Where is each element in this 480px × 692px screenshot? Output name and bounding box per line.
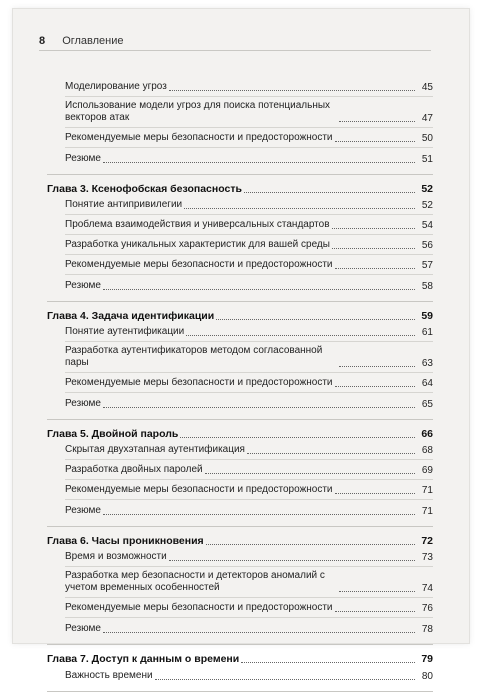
chapter-title: Глава 4. Задача идентификации bbox=[47, 310, 215, 322]
section-entry bbox=[65, 77, 433, 97]
section-page-number: 47 bbox=[421, 113, 433, 124]
dot-leader bbox=[186, 335, 415, 336]
chapter-title: Глава 5. Двойной пароль bbox=[47, 428, 179, 440]
toc-group bbox=[47, 420, 433, 527]
section-entry bbox=[65, 128, 433, 148]
dot-leader bbox=[339, 591, 415, 592]
section-title: Понятие аутентификации bbox=[65, 326, 185, 337]
section-entry bbox=[65, 373, 433, 393]
section-page-number: 71 bbox=[421, 506, 433, 517]
section-title: Скрытая двухэтапная аутентификация bbox=[65, 444, 245, 455]
toc-group bbox=[47, 302, 433, 420]
chapter-entry bbox=[47, 527, 433, 547]
dot-leader bbox=[332, 248, 415, 249]
section-entry bbox=[65, 460, 433, 480]
dot-leader bbox=[169, 560, 415, 561]
dot-leader bbox=[180, 437, 415, 438]
section-entry bbox=[65, 215, 433, 235]
section-page-number: 61 bbox=[421, 327, 433, 338]
section-title: Понятие антипривилегии bbox=[65, 199, 183, 210]
section-page-number: 78 bbox=[421, 624, 433, 635]
section-entry bbox=[65, 342, 433, 373]
dot-leader bbox=[155, 679, 415, 680]
section-entry bbox=[65, 255, 433, 275]
toc-group bbox=[47, 77, 433, 175]
chapter-entry bbox=[47, 420, 433, 440]
dot-leader bbox=[335, 141, 415, 142]
dot-leader bbox=[169, 90, 415, 91]
section-page-number: 76 bbox=[421, 603, 433, 614]
section-page-number: 73 bbox=[421, 552, 433, 563]
section-title: Рекомендуемые меры безопасности и предосторожности bbox=[65, 484, 333, 495]
section-title: Резюме bbox=[65, 623, 101, 634]
section-page-number: 57 bbox=[421, 260, 433, 271]
section-title: Рекомендуемые меры безопасности и предосторожности bbox=[65, 132, 333, 143]
section-entry bbox=[65, 393, 433, 413]
dot-leader bbox=[103, 632, 415, 633]
section-page-number: 74 bbox=[421, 583, 433, 594]
dot-leader bbox=[103, 289, 415, 290]
section-entry bbox=[65, 322, 433, 342]
chapter-page-number: 52 bbox=[421, 183, 433, 195]
section-entry bbox=[65, 547, 433, 567]
section-page-number: 64 bbox=[421, 378, 433, 389]
section-title: Разработка двойных паролей bbox=[65, 464, 203, 475]
toc-group bbox=[47, 645, 433, 692]
section-entry bbox=[65, 440, 433, 460]
section-title: Разработка аутентификаторов методом согласованной пары bbox=[65, 345, 323, 368]
running-title: Оглавление bbox=[62, 35, 124, 47]
section-entry bbox=[65, 97, 433, 128]
section-entry bbox=[65, 665, 433, 685]
section-title: Резюме bbox=[65, 153, 101, 164]
dot-leader bbox=[103, 514, 415, 515]
chapter-entry bbox=[47, 645, 433, 665]
dot-leader bbox=[339, 121, 415, 122]
section-page-number: 50 bbox=[421, 133, 433, 144]
page-number: 8 bbox=[39, 35, 46, 47]
dot-leader bbox=[332, 228, 415, 229]
section-entry bbox=[65, 195, 433, 215]
dot-leader bbox=[339, 366, 415, 367]
section-entry bbox=[65, 480, 433, 500]
section-entry bbox=[65, 275, 433, 295]
page-header bbox=[39, 35, 431, 51]
section-entry bbox=[65, 500, 433, 520]
section-entry bbox=[65, 567, 433, 598]
section-page-number: 56 bbox=[421, 240, 433, 251]
dot-leader bbox=[206, 544, 415, 545]
dot-leader bbox=[103, 162, 415, 163]
section-entry bbox=[65, 618, 433, 638]
section-title: Важность времени bbox=[65, 670, 153, 681]
dot-leader bbox=[335, 268, 415, 269]
chapter-page-number: 66 bbox=[421, 428, 433, 440]
dot-leader bbox=[244, 192, 415, 193]
section-title: Проблема взаимодействия и универсальных стандартов bbox=[65, 219, 330, 230]
section-page-number: 45 bbox=[421, 82, 433, 93]
chapter-entry bbox=[47, 175, 433, 195]
dot-leader bbox=[216, 319, 415, 320]
section-title: Разработка уникальных характеристик для вашей среды bbox=[65, 239, 330, 250]
dot-leader bbox=[184, 208, 415, 209]
toc-group bbox=[47, 175, 433, 302]
section-page-number: 51 bbox=[421, 154, 433, 165]
section-page-number: 52 bbox=[421, 200, 433, 211]
section-title: Использование модели угроз для поиска потенциальных векторов атак bbox=[65, 100, 331, 123]
chapter-page-number: 72 bbox=[421, 535, 433, 547]
dot-leader bbox=[241, 662, 415, 663]
dot-leader bbox=[103, 407, 415, 408]
section-title: Рекомендуемые меры безопасности и предосторожности bbox=[65, 377, 333, 388]
dot-leader bbox=[247, 453, 415, 454]
chapter-title: Глава 7. Доступ к данным о времени bbox=[47, 653, 240, 665]
dot-leader bbox=[205, 473, 415, 474]
chapter-entry bbox=[47, 302, 433, 322]
section-page-number: 65 bbox=[421, 399, 433, 410]
section-title: Резюме bbox=[65, 398, 101, 409]
section-title: Резюме bbox=[65, 280, 101, 291]
section-page-number: 80 bbox=[421, 671, 433, 682]
section-title: Моделирование угроз bbox=[65, 81, 167, 92]
book-page bbox=[12, 8, 470, 682]
section-page-number: 63 bbox=[421, 358, 433, 369]
chapter-page-number: 59 bbox=[421, 310, 433, 322]
section-page-number: 71 bbox=[421, 485, 433, 496]
dot-leader bbox=[335, 493, 415, 494]
section-title: Резюме bbox=[65, 505, 101, 516]
table-of-contents bbox=[47, 77, 433, 692]
section-entry bbox=[65, 235, 433, 255]
section-entry bbox=[65, 148, 433, 168]
section-page-number: 68 bbox=[421, 445, 433, 456]
section-entry bbox=[65, 598, 433, 618]
dot-leader bbox=[335, 386, 415, 387]
section-page-number: 58 bbox=[421, 281, 433, 292]
toc-group bbox=[47, 527, 433, 645]
section-title: Разработка мер безопасности и детекторов аномалий с учетом временных особенностей bbox=[65, 570, 325, 593]
dot-leader bbox=[335, 611, 415, 612]
section-page-number: 54 bbox=[421, 220, 433, 231]
section-title: Рекомендуемые меры безопасности и предосторожности bbox=[65, 602, 333, 613]
section-title: Рекомендуемые меры безопасности и предосторожности bbox=[65, 259, 333, 270]
chapter-page-number: 79 bbox=[421, 653, 433, 665]
chapter-title: Глава 6. Часы проникновения bbox=[47, 535, 204, 547]
section-page-number: 69 bbox=[421, 465, 433, 476]
section-title: Время и возможности bbox=[65, 551, 167, 562]
chapter-title: Глава 3. Ксенофобская безопасность bbox=[47, 183, 242, 195]
